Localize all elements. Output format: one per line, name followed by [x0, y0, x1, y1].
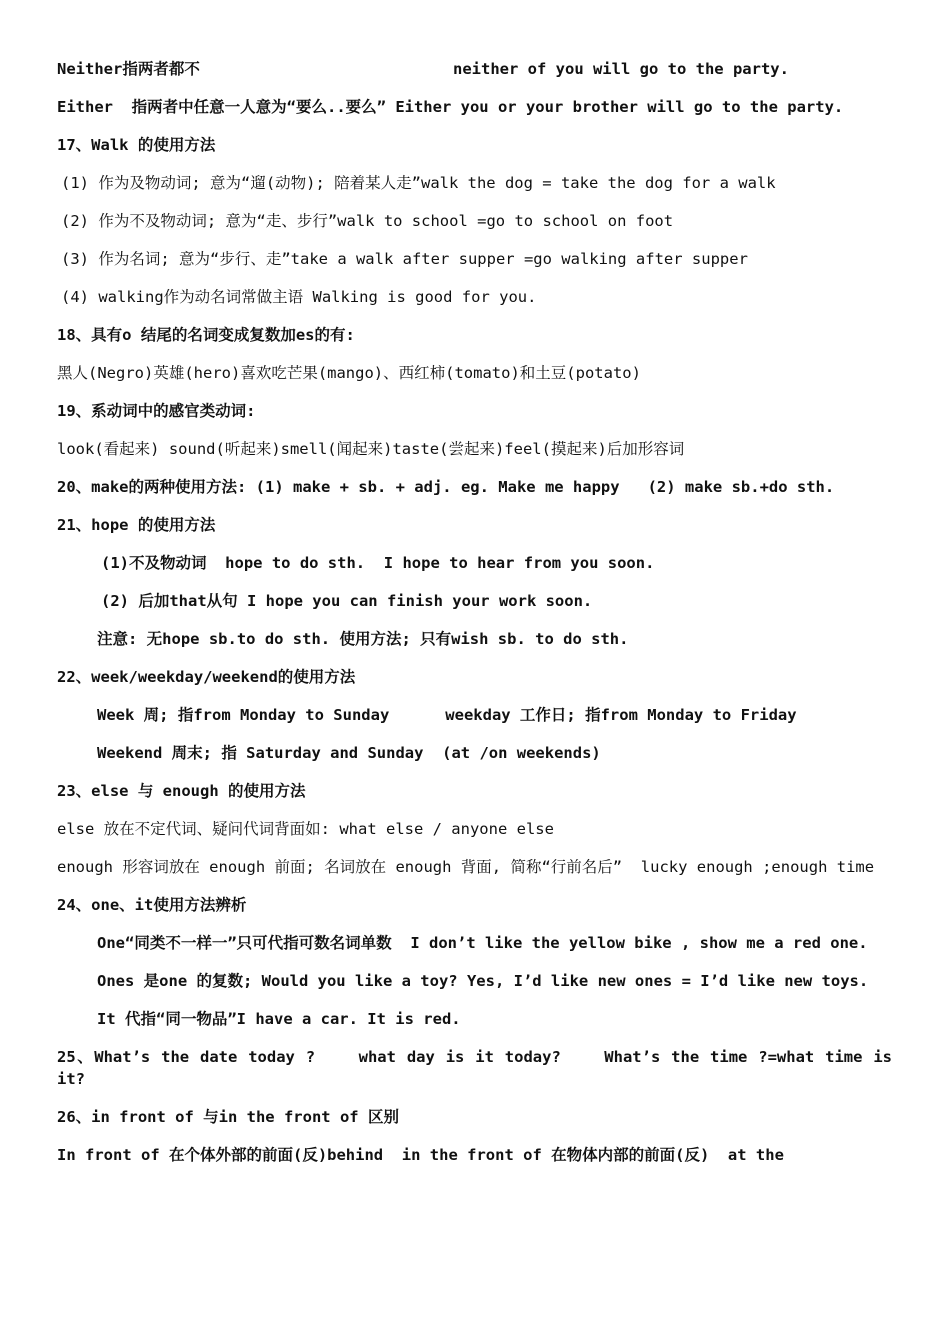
heading-20-make: 20、make的两种使用方法: (1) make + sb. + adj. eg. Make me happy (2) make sb.+do sth.: [57, 478, 835, 496]
hope-usage-2: (2) 后加that从句 I hope you can finish your work soon.: [101, 592, 593, 610]
else-usage: else 放在不定代词、疑问代词背面如: what else / anyone else: [57, 820, 554, 838]
heading-22-week: 22、week/weekday/weekend的使用方法: [57, 668, 356, 686]
hope-note: 注意: 无hope sb.to do sth. 使用方法; 只有wish sb. to do sth.: [97, 630, 629, 648]
weekend-line: Weekend 周末; 指 Saturday and Sunday (at /on weekends): [97, 744, 601, 762]
heading-21-hope: 21、hope 的使用方法: [57, 516, 216, 534]
sense-verbs-list: look(看起来) sound(听起来)smell(闻起来)taste(尝起来)feel(摸起来)后加形容词: [57, 440, 685, 458]
walk-usage-1: (1) 作为及物动词; 意为“遛(动物); 陪着某人走”walk the dog = take the dog for a walk: [61, 174, 776, 192]
week-weekday-line: Week 周; 指from Monday to Sunday weekday 工作日; 指from Monday to Friday: [97, 706, 797, 724]
heading-23-else-enough: 23、else 与 enough 的使用方法: [57, 782, 306, 800]
heading-24-one-it: 24、one、it使用方法辨析: [57, 896, 247, 914]
ones-usage: Ones 是one 的复数; Would you like a toy? Yes, I’d like new ones = I’d like new toys.: [97, 972, 869, 990]
heading-25-date-time: 25、What’s the date today ? what day is it today? What’s the time ?=what time is it?: [57, 1048, 902, 1088]
it-usage: It 代指“同一物品”I have a car. It is red.: [97, 1010, 461, 1028]
in-front-of-usage: In front of 在个体外部的前面(反)behind in the front of 在物体内部的前面(反) at the: [57, 1146, 784, 1164]
hope-usage-1: (1)不及物动词 hope to do sth. I hope to hear from you soon.: [101, 554, 655, 572]
neither-definition: Neither指两者都不: [57, 60, 200, 78]
one-usage: One“同类不一样一”只可代指可数名词单数 I don’t like the yellow bike , show me a red one.: [97, 934, 868, 952]
heading-19-sense-verbs: 19、系动词中的感官类动词:: [57, 402, 256, 420]
document-page: [57, 58, 902, 1182]
walk-usage-4: (4) walking作为动名词常做主语 Walking is good for you.: [61, 288, 537, 306]
neither-line: [57, 58, 892, 80]
enough-usage: enough 形容词放在 enough 前面; 名词放在 enough 背面, 简称“行前名后” lucky enough ;enough time: [57, 858, 875, 876]
plural-es-examples: 黑人(Negro)英雄(hero)喜欢吃芒果(mango)、西红柿(tomato)和土豆(potato): [57, 364, 641, 382]
walk-usage-2: (2) 作为不及物动词; 意为“走、步行”walk to school =go to school on foot: [61, 212, 674, 230]
walk-usage-3: (3) 作为名词; 意为“步行、走”take a walk after supper =go walking after supper: [61, 250, 748, 268]
heading-18-plural-es: 18、具有o 结尾的名词变成复数加es的有:: [57, 326, 355, 344]
either-line: Either 指两者中任意一人意为“要么..要么” Either you or your brother will go to the party.: [57, 98, 844, 116]
neither-example: neither of you will go to the party.: [453, 60, 789, 78]
heading-17-walk: 17、Walk 的使用方法: [57, 136, 216, 154]
heading-26-in-front-of: 26、in front of 与in the front of 区别: [57, 1108, 399, 1126]
